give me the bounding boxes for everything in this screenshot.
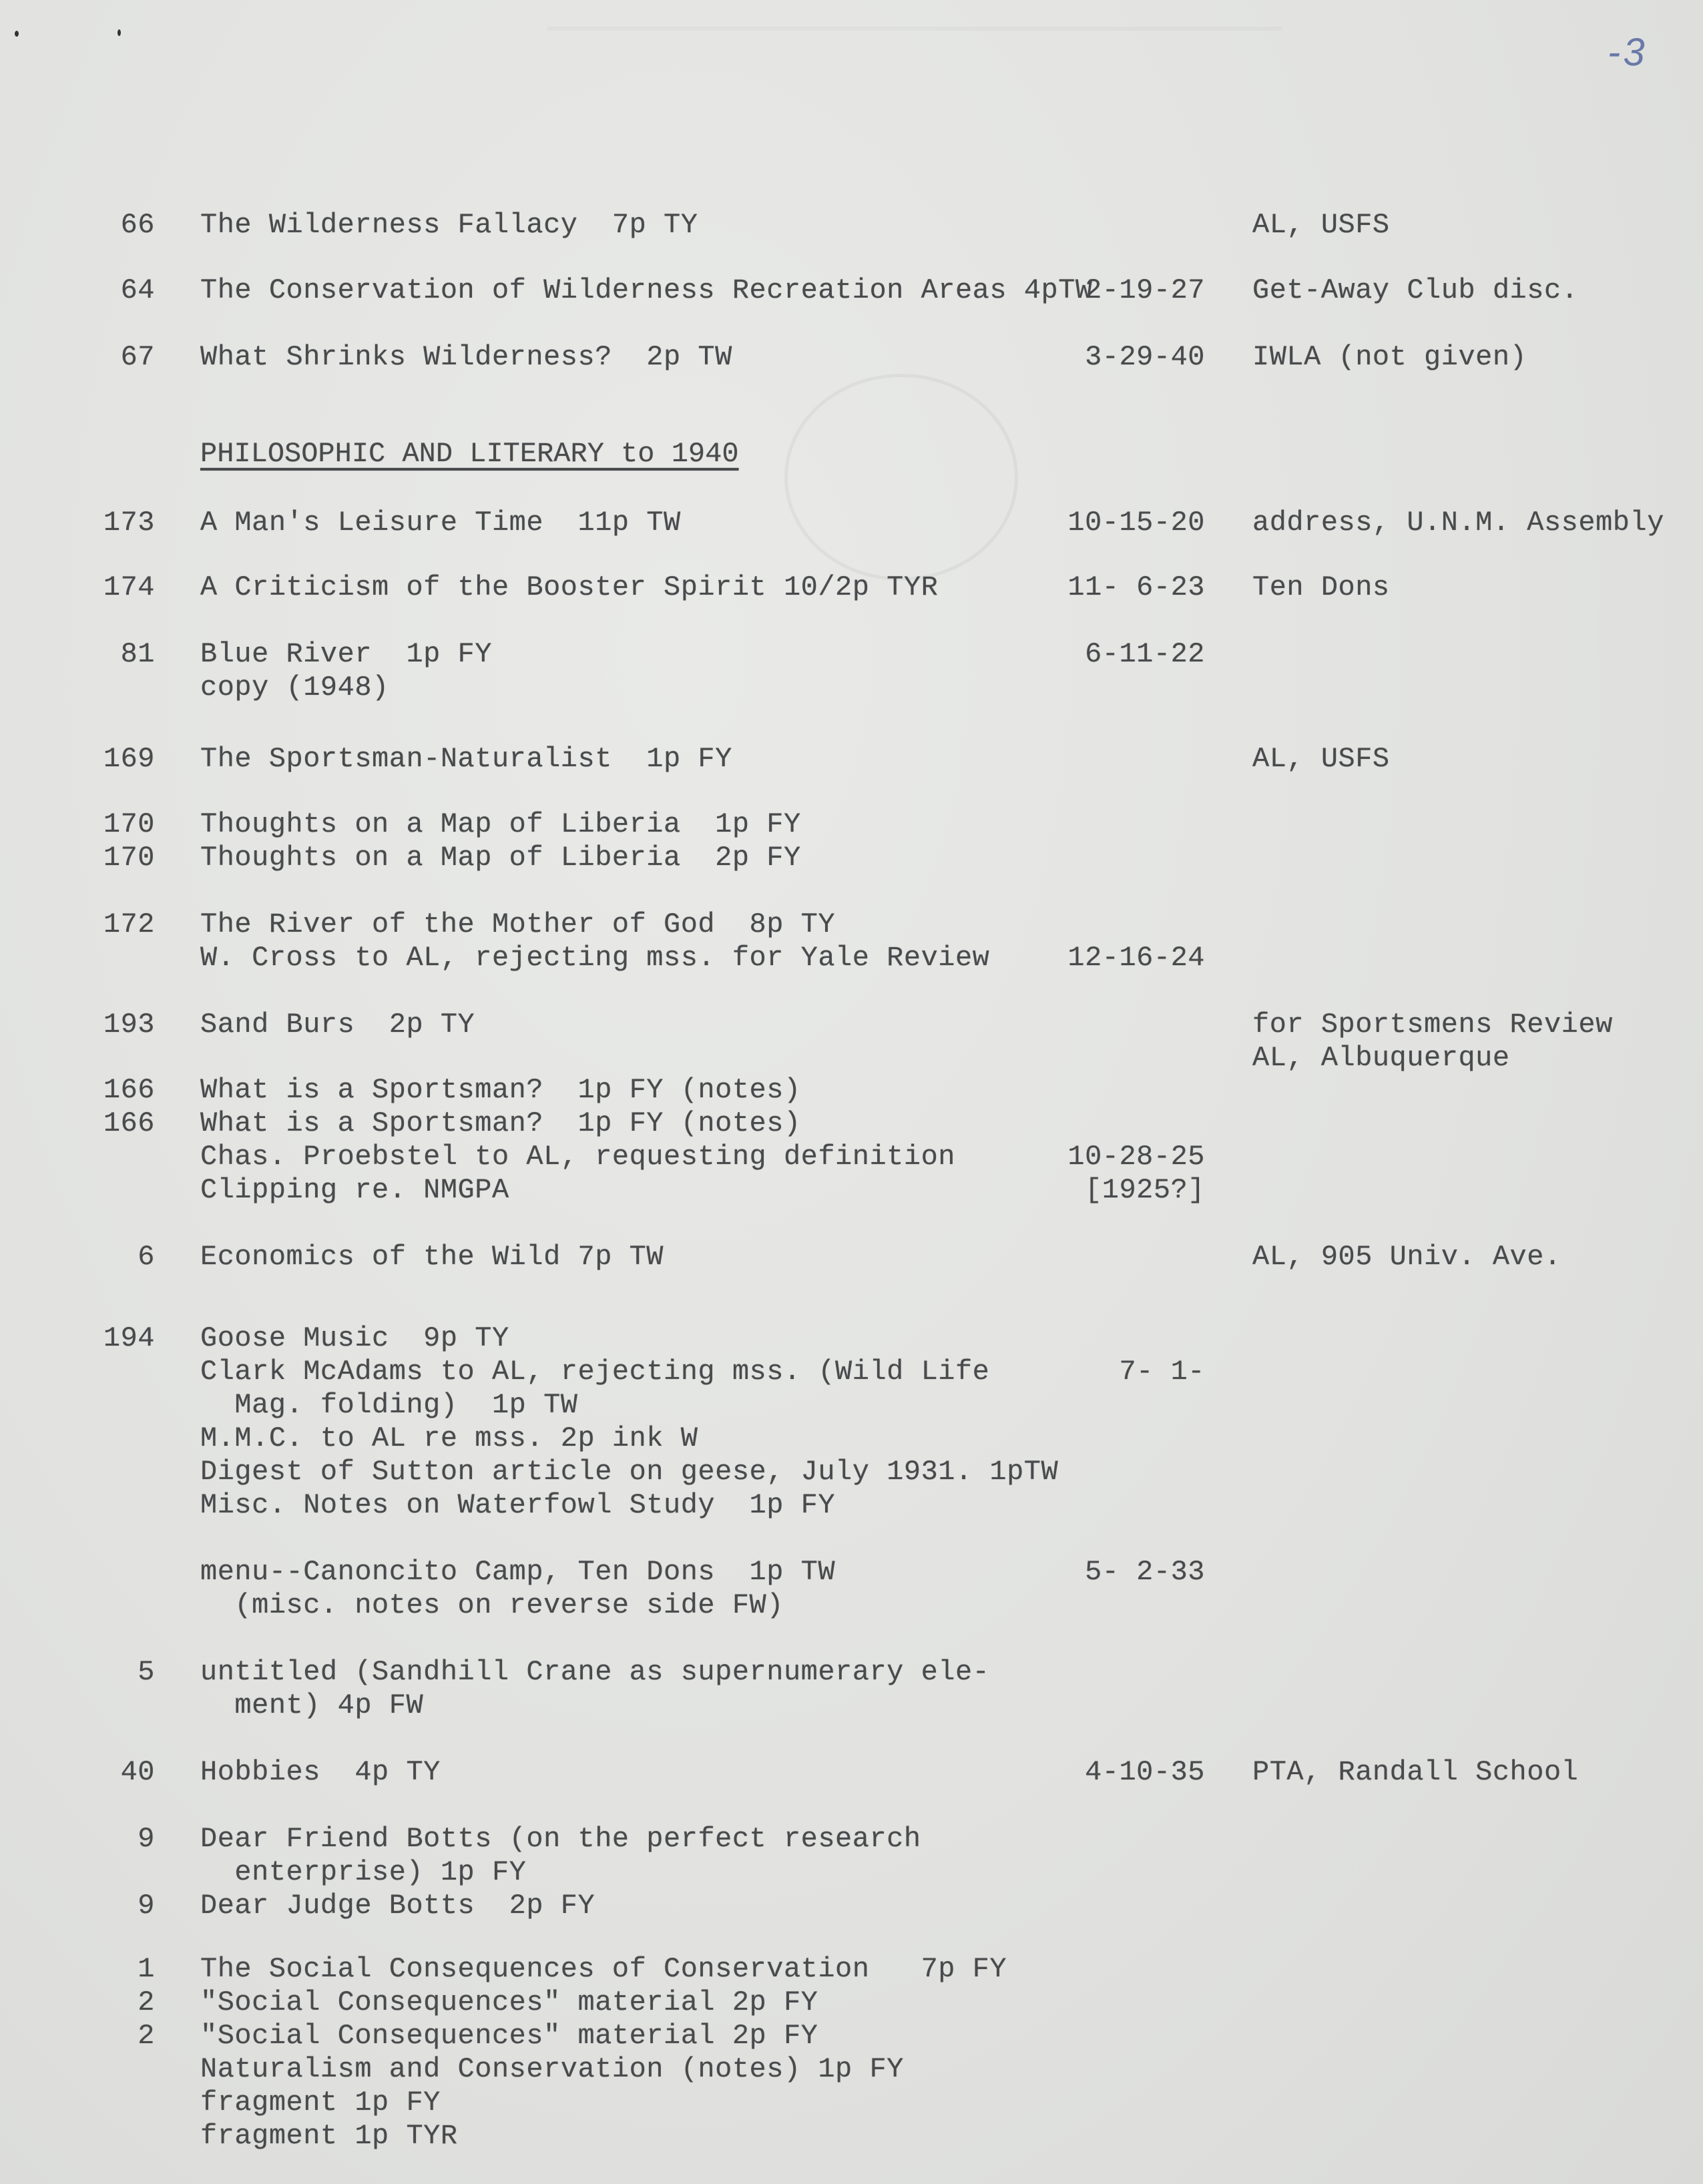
entry-row — [0, 1322, 1703, 1522]
entry-note: for Sportsmens Review — [1252, 1009, 1613, 1041]
item-number: 1 — [138, 1953, 155, 1985]
item-number: 6 — [138, 1241, 155, 1273]
entry-date: 5- 2-33 — [1085, 1556, 1205, 1588]
entry-title: What Shrinks Wilderness? 2p TW — [200, 341, 732, 373]
item-number: 172 — [103, 908, 155, 940]
entry-title: untitled (Sandhill Crane as supernumerary ele- — [200, 1656, 990, 1688]
item-number: 169 — [103, 743, 155, 775]
entry-date: 10-15-20 — [1067, 507, 1205, 539]
entry-row — [0, 1822, 1703, 1922]
page-number: -3 — [1608, 31, 1648, 74]
entry-title: Clipping re. NMGPA — [200, 1174, 509, 1206]
entry-title: Goose Music 9p TY — [200, 1322, 509, 1354]
entry-date: [1925?] — [1085, 1174, 1205, 1206]
entry-title: A Man's Leisure Time 11p TW — [200, 507, 681, 539]
faint-stamp-mark — [784, 374, 1018, 581]
entry-row — [0, 1555, 1703, 1622]
entry-note: AL, USFS — [1252, 209, 1390, 241]
entry-row — [0, 1008, 1703, 1075]
item-number: 173 — [103, 507, 155, 539]
entry-note: AL, 905 Univ. Ave. — [1252, 1241, 1561, 1273]
entry-row — [0, 1655, 1703, 1722]
item-number: 174 — [103, 571, 155, 603]
item-number: 2 — [138, 1986, 155, 2018]
entry-row — [0, 274, 1703, 307]
entry-title: A Criticism of the Booster Spirit 10/2p TYR — [200, 571, 939, 603]
item-number: 66 — [120, 209, 155, 241]
entry-title: What is a Sportsman? 1p FY (notes) — [200, 1074, 801, 1106]
entry-title: enterprise) 1p FY — [200, 1856, 527, 1888]
item-number: 170 — [103, 842, 155, 874]
item-number: 9 — [138, 1890, 155, 1922]
paper-speck — [117, 29, 121, 36]
entry-title: "Social Consequences" material 2p FY — [200, 1986, 818, 2018]
item-number: 5 — [138, 1656, 155, 1688]
item-number: 81 — [120, 638, 155, 670]
entry-title: What is a Sportsman? 1p FY (notes) — [200, 1107, 801, 1139]
entry-title: Digest of Sutton article on geese, July 1931. 1pTW — [200, 1456, 1059, 1488]
item-number: 166 — [103, 1107, 155, 1139]
entry-title: Economics of the Wild 7p TW — [200, 1241, 664, 1273]
entry-row — [0, 637, 1703, 704]
item-number: 2 — [138, 2020, 155, 2052]
entry-title: The Conservation of Wilderness Recreation Areas 4pTW — [200, 274, 1093, 306]
entry-date: 6-11-22 — [1085, 638, 1205, 670]
entry-title: Sand Burs 2p TY — [200, 1009, 475, 1041]
entry-title: The Sportsman-Naturalist 1p FY — [200, 743, 732, 775]
entry-row — [0, 208, 1703, 242]
entry-title: menu--Canoncito Camp, Ten Dons 1p TW — [200, 1556, 836, 1588]
entry-title: Thoughts on a Map of Liberia 2p FY — [200, 842, 801, 874]
entry-row — [0, 1240, 1703, 1274]
entry-note: Ten Dons — [1252, 571, 1390, 603]
item-number: 67 — [120, 341, 155, 373]
entry-title: Thoughts on a Map of Liberia 1p FY — [200, 808, 801, 840]
section-heading: PHILOSOPHIC AND LITERARY to 1940 — [200, 438, 739, 470]
entry-title: Blue River 1p FY — [200, 638, 492, 670]
item-number: 193 — [103, 1009, 155, 1041]
entry-title: Dear Friend Botts (on the perfect research — [200, 1823, 921, 1855]
entry-date: 10-28-25 — [1067, 1141, 1205, 1173]
entry-title: ment) 4p FW — [200, 1689, 424, 1721]
entry-note: AL, Albuquerque — [1252, 1042, 1510, 1074]
entry-title: fragment 1p FY — [200, 2087, 441, 2119]
item-number: 40 — [120, 1756, 155, 1788]
entry-title: W. Cross to AL, rejecting mss. for Yale Review — [200, 942, 990, 974]
entry-note: Get-Away Club disc. — [1252, 274, 1579, 306]
entry-title: The River of the Mother of God 8p TY — [200, 908, 836, 940]
entry-date: 2-19-27 — [1085, 274, 1205, 306]
entry-row — [0, 742, 1703, 776]
entry-title: fragment 1p TYR — [200, 2120, 458, 2152]
entry-date: 3-29-40 — [1085, 341, 1205, 373]
entry-title: Dear Judge Botts 2p FY — [200, 1890, 595, 1922]
entry-row — [0, 1952, 1703, 2153]
entry-row — [0, 1073, 1703, 1207]
entry-title: The Wilderness Fallacy 7p TY — [200, 209, 698, 241]
entry-note: IWLA (not given) — [1252, 341, 1527, 373]
item-number: 9 — [138, 1823, 155, 1855]
entry-row — [0, 908, 1703, 975]
item-number: 194 — [103, 1322, 155, 1354]
entry-date: 12-16-24 — [1067, 942, 1205, 974]
entry-note: address, U.N.M. Assembly — [1252, 507, 1664, 539]
entry-note: AL, USFS — [1252, 743, 1390, 775]
entry-date: 7- 1- — [1119, 1356, 1205, 1388]
entry-row — [0, 1755, 1703, 1789]
item-number: 166 — [103, 1074, 155, 1106]
paper-speck — [15, 31, 19, 37]
entry-title: Naturalism and Conservation (notes) 1p FY — [200, 2053, 904, 2085]
entry-title: Mag. folding) 1p TW — [200, 1389, 578, 1421]
entry-title: Clark McAdams to AL, rejecting mss. (Wild Life — [200, 1356, 990, 1388]
entry-title: (misc. notes on reverse side FW) — [200, 1589, 784, 1621]
item-number: 170 — [103, 808, 155, 840]
entry-date: 4-10-35 — [1085, 1756, 1205, 1788]
entry-title: The Social Consequences of Conservation 7p FY — [200, 1953, 1007, 1985]
entry-row — [0, 808, 1703, 874]
entry-note: PTA, Randall School — [1252, 1756, 1579, 1788]
item-number: 64 — [120, 274, 155, 306]
entry-title: Hobbies 4p TY — [200, 1756, 441, 1788]
entry-date: 11- 6-23 — [1067, 571, 1205, 603]
entry-row — [0, 571, 1703, 604]
entry-title: "Social Consequences" material 2p FY — [200, 2020, 818, 2052]
entry-title: Chas. Proebstel to AL, requesting definition — [200, 1141, 955, 1173]
entry-title: copy (1948) — [200, 671, 389, 704]
entry-row — [0, 340, 1703, 374]
entry-title: M.M.C. to AL re mss. 2p ink W — [200, 1422, 698, 1454]
entry-row — [0, 506, 1703, 539]
entry-title: Misc. Notes on Waterfowl Study 1p FY — [200, 1489, 836, 1521]
show-through-bleed — [547, 27, 1282, 144]
